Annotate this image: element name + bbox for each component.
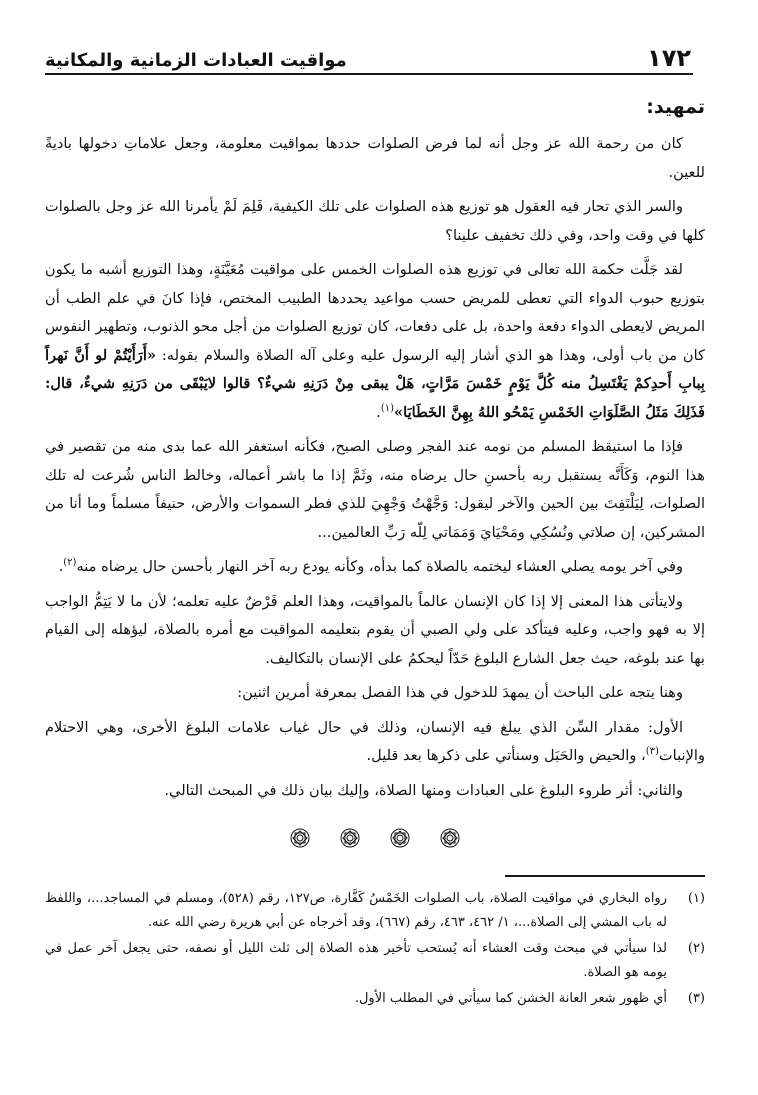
footnote-text: أي ظهور شعر العانة الخشن كما سيأتي في المطلب الأول. xyxy=(354,991,667,1006)
page-number: ١٧٢ xyxy=(647,44,691,72)
paragraph: كان من رحمة الله عز وجل أنه لما فرض الصلوات حددها بمواقيت معلومة، وجعل علاماتِ دخولها باديةً للعين. xyxy=(45,135,705,181)
footnote xyxy=(45,887,705,935)
footnote-ref[interactable]: (٣) xyxy=(645,746,659,758)
page-content xyxy=(45,92,705,1013)
footnote-number: (١) xyxy=(687,891,705,906)
footnote-number: (٣) xyxy=(687,991,705,1006)
paragraph-text: ، والحيض والحَبَل وسنأتي على ذكرها بعد قليل. xyxy=(366,747,646,764)
punctuation: . xyxy=(58,558,64,575)
footnote-text: رواه البخاري في مواقيت الصلاة، باب الصلوات الخَمْسُ كَفَّارة، ص١٢٧، رقم (٥٢٨)، ومسلم في المساجد...، واللفظ له باب المشي إلى الصلاة...، ١/ ٤٦٢، ٤٦٣، رقم (٦٦٧)، وقد أخرجاه عن أبي هريرة رضي الله عنه. xyxy=(45,891,667,930)
paragraph: ولايتأتى هذا المعنى إلا إذا كان الإنسان عالماً بالمواقيت، وهذا العلم فَرْضٌ عليه تعلمه؛ لأن ما لا يَتِمُّ الواجب إلا به فهو واجب، وعليه فيتأكد على ولي الصبي أن يقوم بتعليمه المواقيت مع أمره بالصلاة، ليؤهله إلى القيام بها عند بلوغه، حيث جعل الشارع البلوغ حَدّاً ليحكمُ على الإنسان بالتكاليف. xyxy=(45,592,705,667)
section-divider-ornaments xyxy=(45,827,705,849)
section-heading: تمهيد: xyxy=(646,96,705,118)
paragraph: وهنا يتجه على الباحث أن يمهدَ للدخول في هذا الفصل بمعرفة أمرين اثنين: xyxy=(237,684,683,701)
rosette-ornament-icon xyxy=(339,827,361,849)
footnote-number: (٢) xyxy=(687,941,705,956)
footnote xyxy=(45,937,705,985)
paragraph-text: الأول: مقدار السِّن الذي يبلغ فيه الإنسان، وذلك في حال غياب علامات البلوغ الأخرى، وهي الاحتلام والإنبات xyxy=(45,718,705,764)
footnote-ref[interactable]: (١) xyxy=(380,402,394,414)
rosette-ornament-icon xyxy=(389,827,411,849)
running-head xyxy=(45,40,693,75)
paragraph xyxy=(45,553,705,582)
punctuation: . xyxy=(376,403,381,421)
footnote-separator xyxy=(505,875,705,877)
hadith-quote: «أَرَأَيْتُمْ لو أَنَّ نَهراً بِبابِ أَحدِكمْ يَغْتَسِلُ منه كُلَّ يَوْمٍ خَمْسَ مَرَّاتٍ، هَلْ يبقى مِنْ دَرَنِهِ شيءٌ؟ قالوا لايَبْقَى من دَرَنِهِ شيءٌ، قال: فَذَلِكَ مَثَلُ الصَّلَوَاتِ الخَمْسِ يَمْحُو اللهُ بِهِنَّ الخَطَايَا» xyxy=(45,346,705,421)
paragraph: فإذا ما استيقظ المسلم من نومه عند الفجر وصلى الصبح، فكأنه استغفر الله عما بدى منه من تقصير في هذا النوم، وَكَأَنَّه يستقبل ربه بأحسنِ حال يرضاه منه، وثَمَّ إذا ما باشر أعماله، وخالط الناس شُرعت له تلك الصلوات، لِيَلْتَفِتَ بين الحين والآخر ليقول: وَجَّهْتُ وَجْهِيَ للذي فطر السموات والأرض، حنيفاً مسلماً وما أنا من المشركين، إن صلاتي ونُسُكِي ومَحْيَايَ وَمَمَاتي لِلّه رَبِّ العالمين... xyxy=(45,438,705,541)
footnote-text: لذا سيأتي في مبحث وقت العشاء أنه يُستحب تأخير هذه الصلاة إلى ثلث الليل أو نصفه، حتى يجعل آخر عمل في يومه هو الصلاة. xyxy=(45,941,667,980)
list-item-second: والثاني: أثر طروء البلوغ على العبادات ومنها الصلاة، وإليك بيان ذلك في المبحث التالي. xyxy=(164,781,683,799)
rosette-ornament-icon xyxy=(439,827,461,849)
paragraph-text: لقد جَلَّت حكمة الله تعالى في توزيع هذه الصلوات الخمس على مواقيت مُعَيَّنَةٍ، وهذا التوزيع أشبه ما يكون بتوزيع حبوب الدواء التي تعطى للمريض حسب مواعيد يحددها الطبيب المختص، فإذا كانَ في علم الطب أن المريض لايعطى الدواء دفعة واحدة، بل على دفعات، كان توزيع الصلوات من أجل محو الذنوب، وتطهير النفوس كان من باب أولى، وهذا هو الذي أشار إليه الرسول عليه وعلى آله الصلاة والسلام بقوله: xyxy=(45,261,705,364)
paragraph: والسر الذي تحار فيه العقول هو توزيع هذه الصلوات على تلك الكيفية، فَلِمَ لَمْ يأمرنا الله عز وجل بالصلوات كلها في وقت واحد، وفي ذلك تخفيف علينا؟ xyxy=(45,198,705,244)
footnote xyxy=(45,987,705,1011)
book-title: مواقيت العبادات الزمانية والمكانية xyxy=(45,50,347,71)
rosette-ornament-icon xyxy=(289,827,311,849)
list-item-first xyxy=(45,714,705,771)
paragraph-with-hadith xyxy=(45,256,705,427)
footnote-ref[interactable]: (٢) xyxy=(63,557,77,569)
paragraph-text: وفي آخر يومه يصلي العشاء ليختمه بالصلاة كما بدأه، وكأنه يودع ربه آخر النهار بأحسن حال يرضاه منه xyxy=(76,558,683,575)
